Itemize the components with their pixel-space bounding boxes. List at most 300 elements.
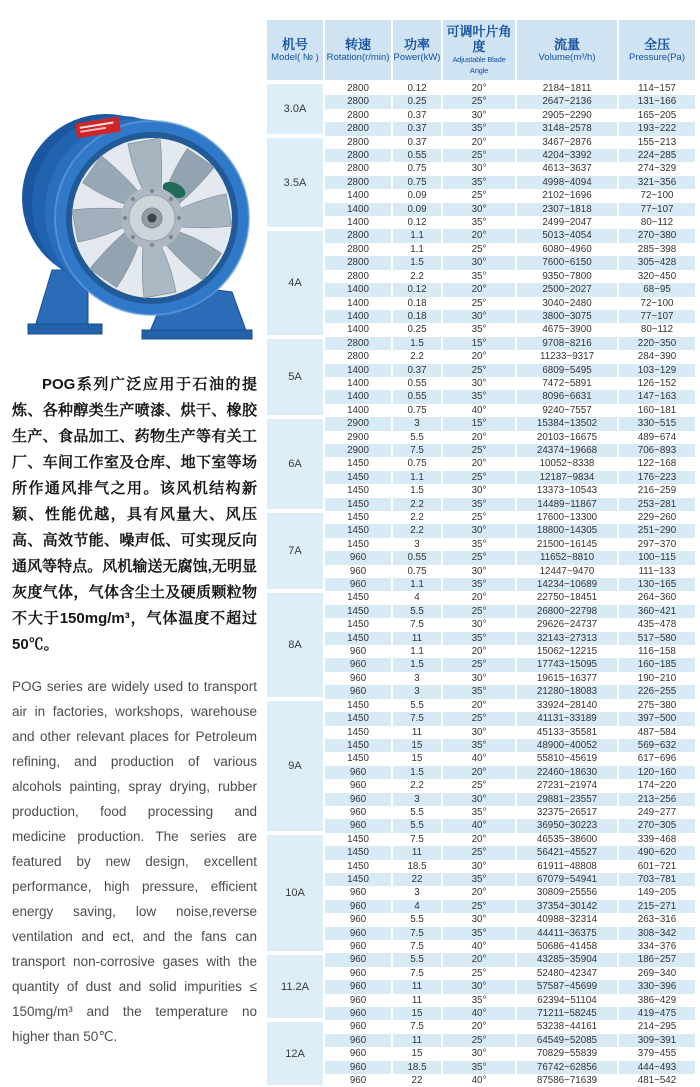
pressure-cell: 253~281 bbox=[619, 498, 695, 511]
fan-product-image bbox=[20, 86, 256, 342]
model-cell: 9A bbox=[267, 699, 325, 833]
angle-cell: 20° bbox=[443, 953, 517, 966]
rotation-cell: 1450 bbox=[325, 538, 393, 551]
pressure-cell: 147~163 bbox=[619, 390, 695, 403]
table-row bbox=[267, 162, 695, 175]
angle-cell: 25° bbox=[443, 967, 517, 980]
model-cell: 4A bbox=[267, 229, 325, 336]
power-cell: 5.5 bbox=[393, 431, 443, 444]
volume-cell: 2499~2047 bbox=[517, 216, 619, 229]
angle-cell: 30° bbox=[443, 1047, 517, 1060]
angle-cell: 30° bbox=[443, 524, 517, 537]
volume-cell: 21280~18083 bbox=[517, 685, 619, 698]
power-cell: 7.5 bbox=[393, 444, 443, 457]
power-cell: 11 bbox=[393, 846, 443, 859]
pressure-cell: 481~542 bbox=[619, 1074, 695, 1087]
volume-cell: 22460~18630 bbox=[517, 766, 619, 779]
table-row bbox=[267, 511, 695, 524]
pressure-cell: 103~129 bbox=[619, 364, 695, 377]
rotation-cell: 1450 bbox=[325, 511, 393, 524]
table-row bbox=[267, 444, 695, 457]
power-cell: 7.5 bbox=[393, 618, 443, 631]
volume-cell: 53238~44161 bbox=[517, 1020, 619, 1033]
rotation-cell: 960 bbox=[325, 1061, 393, 1074]
volume-cell: 40988~32314 bbox=[517, 913, 619, 926]
rotation-cell: 960 bbox=[325, 1034, 393, 1047]
description-chinese: POG系列广泛应用于石油的提炼、各种醇类生产喷漆、烘干、橡胶生产、食品加工、药物生产等有关工厂、车间工作室及仓库、地下室等场所作通风排气之用。该风机结构新颖、性能优越，具有风量大、风压高、高效节能、噪声低、可实现反向通风等特点。风机输送无腐蚀,无明显灰度气体，气体含尘土及硬质颗粒物不大于150mg/m³，气体温度不超过50℃。 bbox=[12, 376, 257, 653]
power-cell: 15 bbox=[393, 1047, 443, 1060]
pressure-cell: 122~168 bbox=[619, 457, 695, 470]
pressure-cell: 149~205 bbox=[619, 886, 695, 899]
volume-cell: 11233~9317 bbox=[517, 350, 619, 363]
volume-cell: 17743~15095 bbox=[517, 658, 619, 671]
volume-cell: 2905~2290 bbox=[517, 109, 619, 122]
header-volume-en: Volume(m³/h) bbox=[538, 52, 596, 63]
power-cell: 0.12 bbox=[393, 216, 443, 229]
power-cell: 3 bbox=[393, 886, 443, 899]
spec-table-body bbox=[267, 82, 695, 1087]
angle-cell: 35° bbox=[443, 632, 517, 645]
pressure-cell: 72~100 bbox=[619, 297, 695, 310]
angle-cell: 20° bbox=[443, 1020, 517, 1033]
table-row bbox=[267, 1074, 695, 1087]
fan-hub bbox=[121, 187, 183, 249]
rotation-cell: 960 bbox=[325, 1047, 393, 1060]
volume-cell: 44411~36375 bbox=[517, 927, 619, 940]
table-row bbox=[267, 216, 695, 229]
angle-cell: 25° bbox=[443, 243, 517, 256]
table-row bbox=[267, 1007, 695, 1020]
table-row bbox=[267, 739, 695, 752]
header-model-en: Model( № ) bbox=[271, 52, 319, 63]
rotation-cell: 1450 bbox=[325, 605, 393, 618]
power-cell: 0.09 bbox=[393, 189, 443, 202]
angle-cell: 30° bbox=[443, 377, 517, 390]
pressure-cell: 330~515 bbox=[619, 417, 695, 430]
table-row bbox=[267, 766, 695, 779]
rotation-cell: 2800 bbox=[325, 95, 393, 108]
table-row bbox=[267, 122, 695, 135]
rotation-cell: 1450 bbox=[325, 498, 393, 511]
volume-cell: 7472~5891 bbox=[517, 377, 619, 390]
table-row bbox=[267, 310, 695, 323]
rotation-cell: 960 bbox=[325, 980, 393, 993]
rotation-cell: 2800 bbox=[325, 136, 393, 149]
power-cell: 5.5 bbox=[393, 605, 443, 618]
table-row bbox=[267, 980, 695, 993]
table-row bbox=[267, 632, 695, 645]
table-row bbox=[267, 283, 695, 296]
volume-cell: 43285~35904 bbox=[517, 953, 619, 966]
pressure-cell: 703~781 bbox=[619, 873, 695, 886]
pressure-cell: 487~584 bbox=[619, 726, 695, 739]
power-cell: 3 bbox=[393, 685, 443, 698]
rotation-cell: 960 bbox=[325, 551, 393, 564]
rotation-cell: 1450 bbox=[325, 739, 393, 752]
pressure-cell: 397~500 bbox=[619, 712, 695, 725]
angle-cell: 35° bbox=[443, 176, 517, 189]
header-pressure bbox=[619, 20, 695, 82]
pressure-cell: 213~256 bbox=[619, 793, 695, 806]
volume-cell: 21500~16145 bbox=[517, 538, 619, 551]
volume-cell: 13373~10543 bbox=[517, 484, 619, 497]
table-row bbox=[267, 726, 695, 739]
angle-cell: 40° bbox=[443, 1074, 517, 1087]
table-row bbox=[267, 927, 695, 940]
angle-cell: 25° bbox=[443, 189, 517, 202]
volume-cell: 71211~58245 bbox=[517, 1007, 619, 1020]
power-cell: 2.2 bbox=[393, 350, 443, 363]
angle-cell: 25° bbox=[443, 605, 517, 618]
axial-fan-illustration bbox=[20, 86, 256, 342]
pressure-cell: 120~160 bbox=[619, 766, 695, 779]
angle-cell: 25° bbox=[443, 846, 517, 859]
power-cell: 2.2 bbox=[393, 524, 443, 537]
table-row bbox=[267, 95, 695, 108]
volume-cell: 2500~2027 bbox=[517, 283, 619, 296]
pressure-cell: 339~468 bbox=[619, 833, 695, 846]
power-cell: 3 bbox=[393, 672, 443, 685]
volume-cell: 4675~3900 bbox=[517, 323, 619, 336]
volume-cell: 8096~6631 bbox=[517, 390, 619, 403]
rotation-cell: 1450 bbox=[325, 484, 393, 497]
table-row bbox=[267, 618, 695, 631]
rotation-cell: 960 bbox=[325, 1074, 393, 1087]
volume-cell: 2647~2136 bbox=[517, 95, 619, 108]
rotation-cell: 960 bbox=[325, 967, 393, 980]
pressure-cell: 270~380 bbox=[619, 229, 695, 242]
pressure-cell: 229~260 bbox=[619, 511, 695, 524]
power-cell: 1.1 bbox=[393, 578, 443, 591]
table-row bbox=[267, 645, 695, 658]
volume-cell: 14489~11867 bbox=[517, 498, 619, 511]
table-row bbox=[267, 1047, 695, 1060]
power-cell: 0.25 bbox=[393, 323, 443, 336]
header-volume-cn: 流量 bbox=[553, 37, 580, 52]
angle-cell: 20° bbox=[443, 766, 517, 779]
rotation-cell: 1450 bbox=[325, 846, 393, 859]
angle-cell: 25° bbox=[443, 551, 517, 564]
volume-cell: 18800~14305 bbox=[517, 524, 619, 537]
angle-cell: 25° bbox=[443, 712, 517, 725]
pressure-cell: 284~390 bbox=[619, 350, 695, 363]
table-row bbox=[267, 471, 695, 484]
pressure-cell: 706~893 bbox=[619, 444, 695, 457]
volume-cell: 37354~30142 bbox=[517, 900, 619, 913]
power-cell: 7.5 bbox=[393, 1020, 443, 1033]
pressure-cell: 216~259 bbox=[619, 484, 695, 497]
power-cell: 0.09 bbox=[393, 203, 443, 216]
table-row bbox=[267, 149, 695, 162]
pressure-cell: 321~356 bbox=[619, 176, 695, 189]
angle-cell: 30° bbox=[443, 162, 517, 175]
table-row bbox=[267, 297, 695, 310]
header-blade-angle-cn: 可调叶片角度 bbox=[446, 24, 512, 54]
rotation-cell: 1450 bbox=[325, 591, 393, 604]
table-row bbox=[267, 900, 695, 913]
volume-cell: 19615~16377 bbox=[517, 672, 619, 685]
header-pressure-en: Pressure(Pa) bbox=[629, 52, 685, 63]
table-row bbox=[267, 913, 695, 926]
rotation-cell: 1400 bbox=[325, 323, 393, 336]
angle-cell: 20° bbox=[443, 645, 517, 658]
volume-cell: 3040~2480 bbox=[517, 297, 619, 310]
table-row bbox=[267, 1061, 695, 1074]
table-row bbox=[267, 967, 695, 980]
pressure-cell: 224~285 bbox=[619, 149, 695, 162]
volume-cell: 46535~38600 bbox=[517, 833, 619, 846]
rotation-cell: 1400 bbox=[325, 283, 393, 296]
angle-cell: 40° bbox=[443, 819, 517, 832]
pressure-cell: 601~721 bbox=[619, 860, 695, 873]
rotation-cell: 960 bbox=[325, 819, 393, 832]
pressure-cell: 214~295 bbox=[619, 1020, 695, 1033]
power-cell: 1.5 bbox=[393, 766, 443, 779]
power-cell: 0.18 bbox=[393, 310, 443, 323]
volume-cell: 45133~35581 bbox=[517, 726, 619, 739]
model-cell: 8A bbox=[267, 591, 325, 698]
pressure-cell: 305~428 bbox=[619, 256, 695, 269]
pressure-cell: 114~157 bbox=[619, 82, 695, 95]
angle-cell: 30° bbox=[443, 913, 517, 926]
volume-cell: 29881~23557 bbox=[517, 793, 619, 806]
table-row bbox=[267, 243, 695, 256]
volume-cell: 32143~27313 bbox=[517, 632, 619, 645]
rotation-cell: 1400 bbox=[325, 377, 393, 390]
power-cell: 7.5 bbox=[393, 940, 443, 953]
table-row bbox=[267, 364, 695, 377]
power-cell: 5.5 bbox=[393, 913, 443, 926]
rotation-cell: 1400 bbox=[325, 364, 393, 377]
volume-cell: 11652~8810 bbox=[517, 551, 619, 564]
rotation-cell: 1450 bbox=[325, 712, 393, 725]
angle-cell: 20° bbox=[443, 591, 517, 604]
rotation-cell: 960 bbox=[325, 793, 393, 806]
pressure-cell: 419~475 bbox=[619, 1007, 695, 1020]
table-row bbox=[267, 672, 695, 685]
angle-cell: 15° bbox=[443, 337, 517, 350]
spec-table bbox=[267, 20, 695, 1087]
angle-cell: 25° bbox=[443, 444, 517, 457]
volume-cell: 64549~52085 bbox=[517, 1034, 619, 1047]
pressure-cell: 275~380 bbox=[619, 699, 695, 712]
rotation-cell: 1400 bbox=[325, 189, 393, 202]
power-cell: 0.12 bbox=[393, 82, 443, 95]
power-cell: 15 bbox=[393, 752, 443, 765]
table-row bbox=[267, 578, 695, 591]
rotation-cell: 2800 bbox=[325, 149, 393, 162]
angle-cell: 40° bbox=[443, 752, 517, 765]
pressure-cell: 320~450 bbox=[619, 270, 695, 283]
table-row bbox=[267, 833, 695, 846]
power-cell: 7.5 bbox=[393, 927, 443, 940]
power-cell: 4 bbox=[393, 591, 443, 604]
power-cell: 0.55 bbox=[393, 377, 443, 390]
angle-cell: 25° bbox=[443, 779, 517, 792]
pressure-cell: 165~205 bbox=[619, 109, 695, 122]
pressure-cell: 269~340 bbox=[619, 967, 695, 980]
table-row bbox=[267, 136, 695, 149]
angle-cell: 35° bbox=[443, 578, 517, 591]
angle-cell: 15° bbox=[443, 417, 517, 430]
angle-cell: 30° bbox=[443, 793, 517, 806]
volume-cell: 3148~2578 bbox=[517, 122, 619, 135]
volume-cell: 87586~71639 bbox=[517, 1074, 619, 1087]
table-row bbox=[267, 538, 695, 551]
rotation-cell: 2800 bbox=[325, 122, 393, 135]
table-row bbox=[267, 793, 695, 806]
volume-cell: 12447~9470 bbox=[517, 565, 619, 578]
power-cell: 11 bbox=[393, 632, 443, 645]
volume-cell: 4204~3392 bbox=[517, 149, 619, 162]
angle-cell: 35° bbox=[443, 538, 517, 551]
rotation-cell: 1400 bbox=[325, 297, 393, 310]
volume-cell: 41131~33189 bbox=[517, 712, 619, 725]
angle-cell: 35° bbox=[443, 122, 517, 135]
volume-cell: 20103~16675 bbox=[517, 431, 619, 444]
rotation-cell: 2800 bbox=[325, 256, 393, 269]
power-cell: 1.1 bbox=[393, 645, 443, 658]
angle-cell: 20° bbox=[443, 283, 517, 296]
pressure-cell: 360~421 bbox=[619, 605, 695, 618]
table-row bbox=[267, 390, 695, 403]
header-rotation-cn: 转速 bbox=[344, 37, 371, 52]
pressure-cell: 174~220 bbox=[619, 779, 695, 792]
pressure-cell: 489~674 bbox=[619, 431, 695, 444]
angle-cell: 35° bbox=[443, 498, 517, 511]
table-row bbox=[267, 1020, 695, 1033]
pressure-cell: 309~391 bbox=[619, 1034, 695, 1047]
volume-cell: 62394~51104 bbox=[517, 994, 619, 1007]
power-cell: 3 bbox=[393, 417, 443, 430]
pressure-cell: 77~107 bbox=[619, 310, 695, 323]
power-cell: 1.5 bbox=[393, 658, 443, 671]
power-cell: 0.55 bbox=[393, 149, 443, 162]
angle-cell: 25° bbox=[443, 471, 517, 484]
table-row bbox=[267, 323, 695, 336]
rotation-cell: 960 bbox=[325, 1020, 393, 1033]
pressure-cell: 379~455 bbox=[619, 1047, 695, 1060]
rotation-cell: 1450 bbox=[325, 752, 393, 765]
volume-cell: 15062~12215 bbox=[517, 645, 619, 658]
angle-cell: 35° bbox=[443, 390, 517, 403]
rotation-cell: 960 bbox=[325, 672, 393, 685]
angle-cell: 25° bbox=[443, 900, 517, 913]
header-blade-angle-en: Adjustable Blade Angle bbox=[452, 55, 506, 75]
power-cell: 1.5 bbox=[393, 484, 443, 497]
volume-cell: 12187~9834 bbox=[517, 471, 619, 484]
power-cell: 4 bbox=[393, 900, 443, 913]
power-cell: 11 bbox=[393, 1034, 443, 1047]
header-power bbox=[393, 20, 443, 82]
pressure-cell: 131~166 bbox=[619, 95, 695, 108]
volume-cell: 27231~21974 bbox=[517, 779, 619, 792]
header-row bbox=[267, 20, 695, 82]
rotation-cell: 2800 bbox=[325, 270, 393, 283]
table-row bbox=[267, 591, 695, 604]
volume-cell: 2184~1811 bbox=[517, 82, 619, 95]
table-row bbox=[267, 82, 695, 95]
power-cell: 18.5 bbox=[393, 1061, 443, 1074]
angle-cell: 35° bbox=[443, 806, 517, 819]
volume-cell: 36950~30223 bbox=[517, 819, 619, 832]
angle-cell: 20° bbox=[443, 833, 517, 846]
power-cell: 0.37 bbox=[393, 122, 443, 135]
power-cell: 0.37 bbox=[393, 364, 443, 377]
pressure-cell: 226~255 bbox=[619, 685, 695, 698]
angle-cell: 35° bbox=[443, 739, 517, 752]
header-power-en: Power(kW) bbox=[393, 52, 441, 63]
rotation-cell: 2900 bbox=[325, 431, 393, 444]
table-row bbox=[267, 189, 695, 202]
table-row bbox=[267, 860, 695, 873]
table-row bbox=[267, 846, 695, 859]
power-cell: 1.1 bbox=[393, 471, 443, 484]
table-row bbox=[267, 953, 695, 966]
rotation-cell: 1450 bbox=[325, 833, 393, 846]
pressure-cell: 285~398 bbox=[619, 243, 695, 256]
power-cell: 2.2 bbox=[393, 498, 443, 511]
angle-cell: 30° bbox=[443, 980, 517, 993]
angle-cell: 30° bbox=[443, 109, 517, 122]
power-cell: 5.5 bbox=[393, 819, 443, 832]
header-rotation bbox=[325, 20, 393, 82]
angle-cell: 20° bbox=[443, 82, 517, 95]
pressure-cell: 160~181 bbox=[619, 404, 695, 417]
power-cell: 2.2 bbox=[393, 779, 443, 792]
angle-cell: 35° bbox=[443, 1061, 517, 1074]
rotation-cell: 2800 bbox=[325, 162, 393, 175]
angle-cell: 30° bbox=[443, 618, 517, 631]
header-pressure-cn: 全压 bbox=[643, 37, 670, 52]
table-row bbox=[267, 229, 695, 242]
angle-cell: 20° bbox=[443, 699, 517, 712]
table-row bbox=[267, 699, 695, 712]
pressure-cell: 517~580 bbox=[619, 632, 695, 645]
model-cell: 7A bbox=[267, 511, 325, 591]
header-power-cn: 功率 bbox=[403, 37, 430, 52]
angle-cell: 25° bbox=[443, 149, 517, 162]
rotation-cell: 1400 bbox=[325, 404, 393, 417]
pressure-cell: 72~100 bbox=[619, 189, 695, 202]
header-volume bbox=[517, 20, 619, 82]
rotation-cell: 2800 bbox=[325, 243, 393, 256]
table-row bbox=[267, 417, 695, 430]
rotation-cell: 2900 bbox=[325, 444, 393, 457]
volume-cell: 6809~5495 bbox=[517, 364, 619, 377]
pressure-cell: 270~305 bbox=[619, 819, 695, 832]
rotation-cell: 960 bbox=[325, 645, 393, 658]
pressure-cell: 111~133 bbox=[619, 565, 695, 578]
table-row bbox=[267, 551, 695, 564]
angle-cell: 30° bbox=[443, 565, 517, 578]
volume-cell: 3800~3075 bbox=[517, 310, 619, 323]
rotation-cell: 960 bbox=[325, 940, 393, 953]
angle-cell: 25° bbox=[443, 95, 517, 108]
pressure-cell: 80~112 bbox=[619, 216, 695, 229]
power-cell: 0.75 bbox=[393, 404, 443, 417]
table-row bbox=[267, 498, 695, 511]
model-cell: 12A bbox=[267, 1020, 325, 1087]
table-row bbox=[267, 404, 695, 417]
power-cell: 5.5 bbox=[393, 953, 443, 966]
power-cell: 0.75 bbox=[393, 176, 443, 189]
angle-cell: 20° bbox=[443, 457, 517, 470]
volume-cell: 56421~45527 bbox=[517, 846, 619, 859]
volume-cell: 14234~10689 bbox=[517, 578, 619, 591]
rotation-cell: 1400 bbox=[325, 310, 393, 323]
rotation-cell: 960 bbox=[325, 578, 393, 591]
